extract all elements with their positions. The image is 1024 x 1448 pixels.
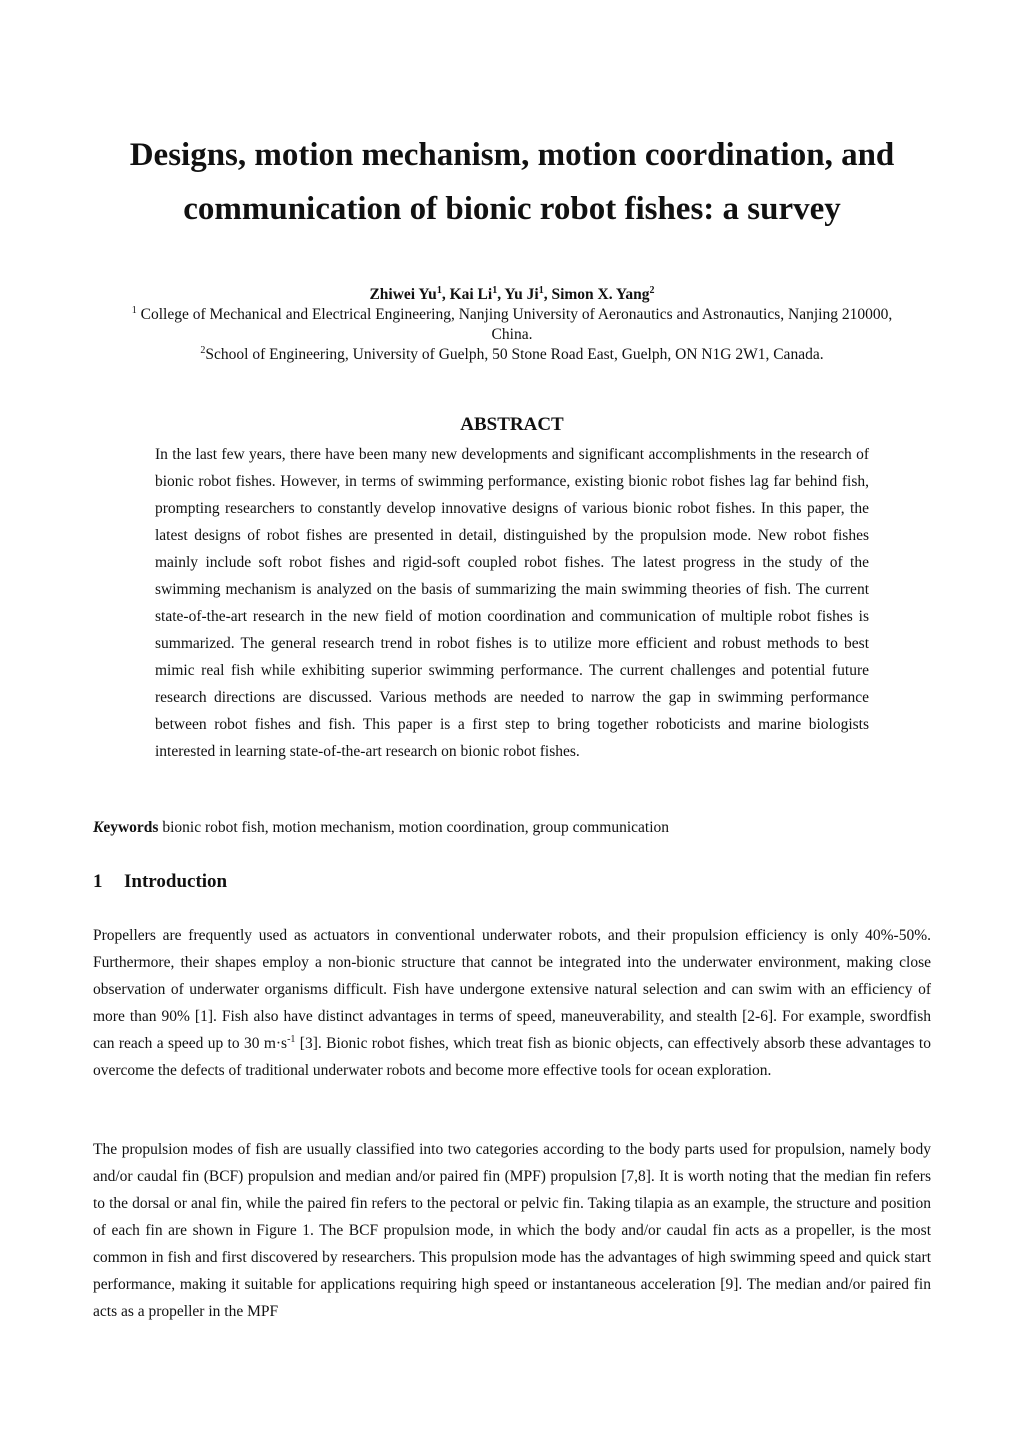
keywords-label: Keywords [93, 819, 159, 836]
keywords [93, 817, 933, 839]
affiliation-1: $^1$ College of Mechanical and Electrical Engineering, Nanjing University of Aeronautics and Astronautics, Nanjing 210000, China. [131, 304, 893, 343]
intro-paragraph-1: Propellers are frequently used as actuators in conventional underwater robots, and their propulsion efficiency is only 40%-50%. Furthermore, their shapes employ a non-bionic structure that cannot be integrated into the underwater environment, making close observation of underwater organisms difficult. Fish have undergone extensive natural selection and can swim with an efficiency of more than 90% [1]. Fish also have distinct advantages in terms of speed, maneuverability, and stealth [2-6]. For example, swordfish can reach a speed up to 30 $m\cdot s^{-1}$ [3]. Bionic robot fishes, which treat fish as bionic objects, can effectively absorb these advantages to overcome the defects of traditional underwater robots and become more effective tools for ocean exploration. [93, 927, 931, 1079]
section-heading-introduction [93, 870, 227, 894]
title-line-2: communication of bionic robot fishes: a survey [183, 191, 841, 227]
title-line-1: Designs, motion mechanism, motion coordination, and [129, 137, 895, 173]
author: Kai Li$^1$, [449, 284, 505, 303]
author-list [0, 285, 1024, 305]
abstract-heading: ABSTRACT [460, 414, 564, 435]
affiliation-2: $^2$School of Engineering, University of Guelph, 50 Stone Road East, Guelph, ON N1G 2W1, Canada. [200, 344, 824, 363]
author: Zhiwei Yu$^1$, [369, 284, 450, 303]
keywords-text: bionic robot fish, motion mechanism, motion coordination, group communication [158, 819, 670, 836]
section-number: 1 [93, 871, 103, 892]
author: Yu Ji$^1$, [504, 284, 552, 303]
section-title: Introduction [124, 871, 228, 892]
abstract-body: In the last few years, there have been many new developments and significant accomplishments in the research of bionic robot fishes. However, in terms of swimming performance, existing bionic robot fishes lag far behind fish, prompting researchers to constantly develop innovative designs of various bionic robot fishes. In this paper, the latest designs of robot fishes are presented in detail, distinguished by the propulsion mode. New robot fishes mainly include soft robot fishes and rigid-soft coupled robot fishes. The latest progress in the study of the swimming mechanism is analyzed on the basis of summarizing the main swimming theories of fish. The current state-of-the-art research in the new field of motion coordination and communication of multiple robot fishes is summarized. The general research trend in robot fishes is to utilize more efficient and robust methods to best mimic real fish while exhibiting superior swimming performance. The current challenges and potential future research directions are discussed. Various methods are needed to narrow the gap in swimming performance between robot fishes and fish. This paper is a first step to bring together roboticists and marine biologists interested in learning state-of-the-art research on bionic robot fishes. [155, 446, 869, 760]
intro-paragraph-2: The propulsion modes of fish are usually classified into two categories according to the body parts used for propulsion, namely body and/or caudal fin (BCF) propulsion and median and/or paired fin (MPF) propulsion [7,8]. It is worth noting that the median fin refers to the dorsal or anal fin, while the paired fin refers to the pectoral or pelvic fin. Taking tilapia as an example, the structure and position of each fin are shown in Figure 1. The BCF propulsion mode, in which the body and/or caudal fin acts as a propeller, is the most common in fish and first discovered by researchers. This propulsion mode has the advantages of high swimming speed and quick start performance, making it suitable for applications requiring high speed or instantaneous acceleration [9]. The median and/or paired fin acts as a propeller in the MPF [93, 1141, 931, 1320]
paper-title [60, 128, 964, 236]
author: Simon X. Yang$^2$ [551, 284, 655, 303]
